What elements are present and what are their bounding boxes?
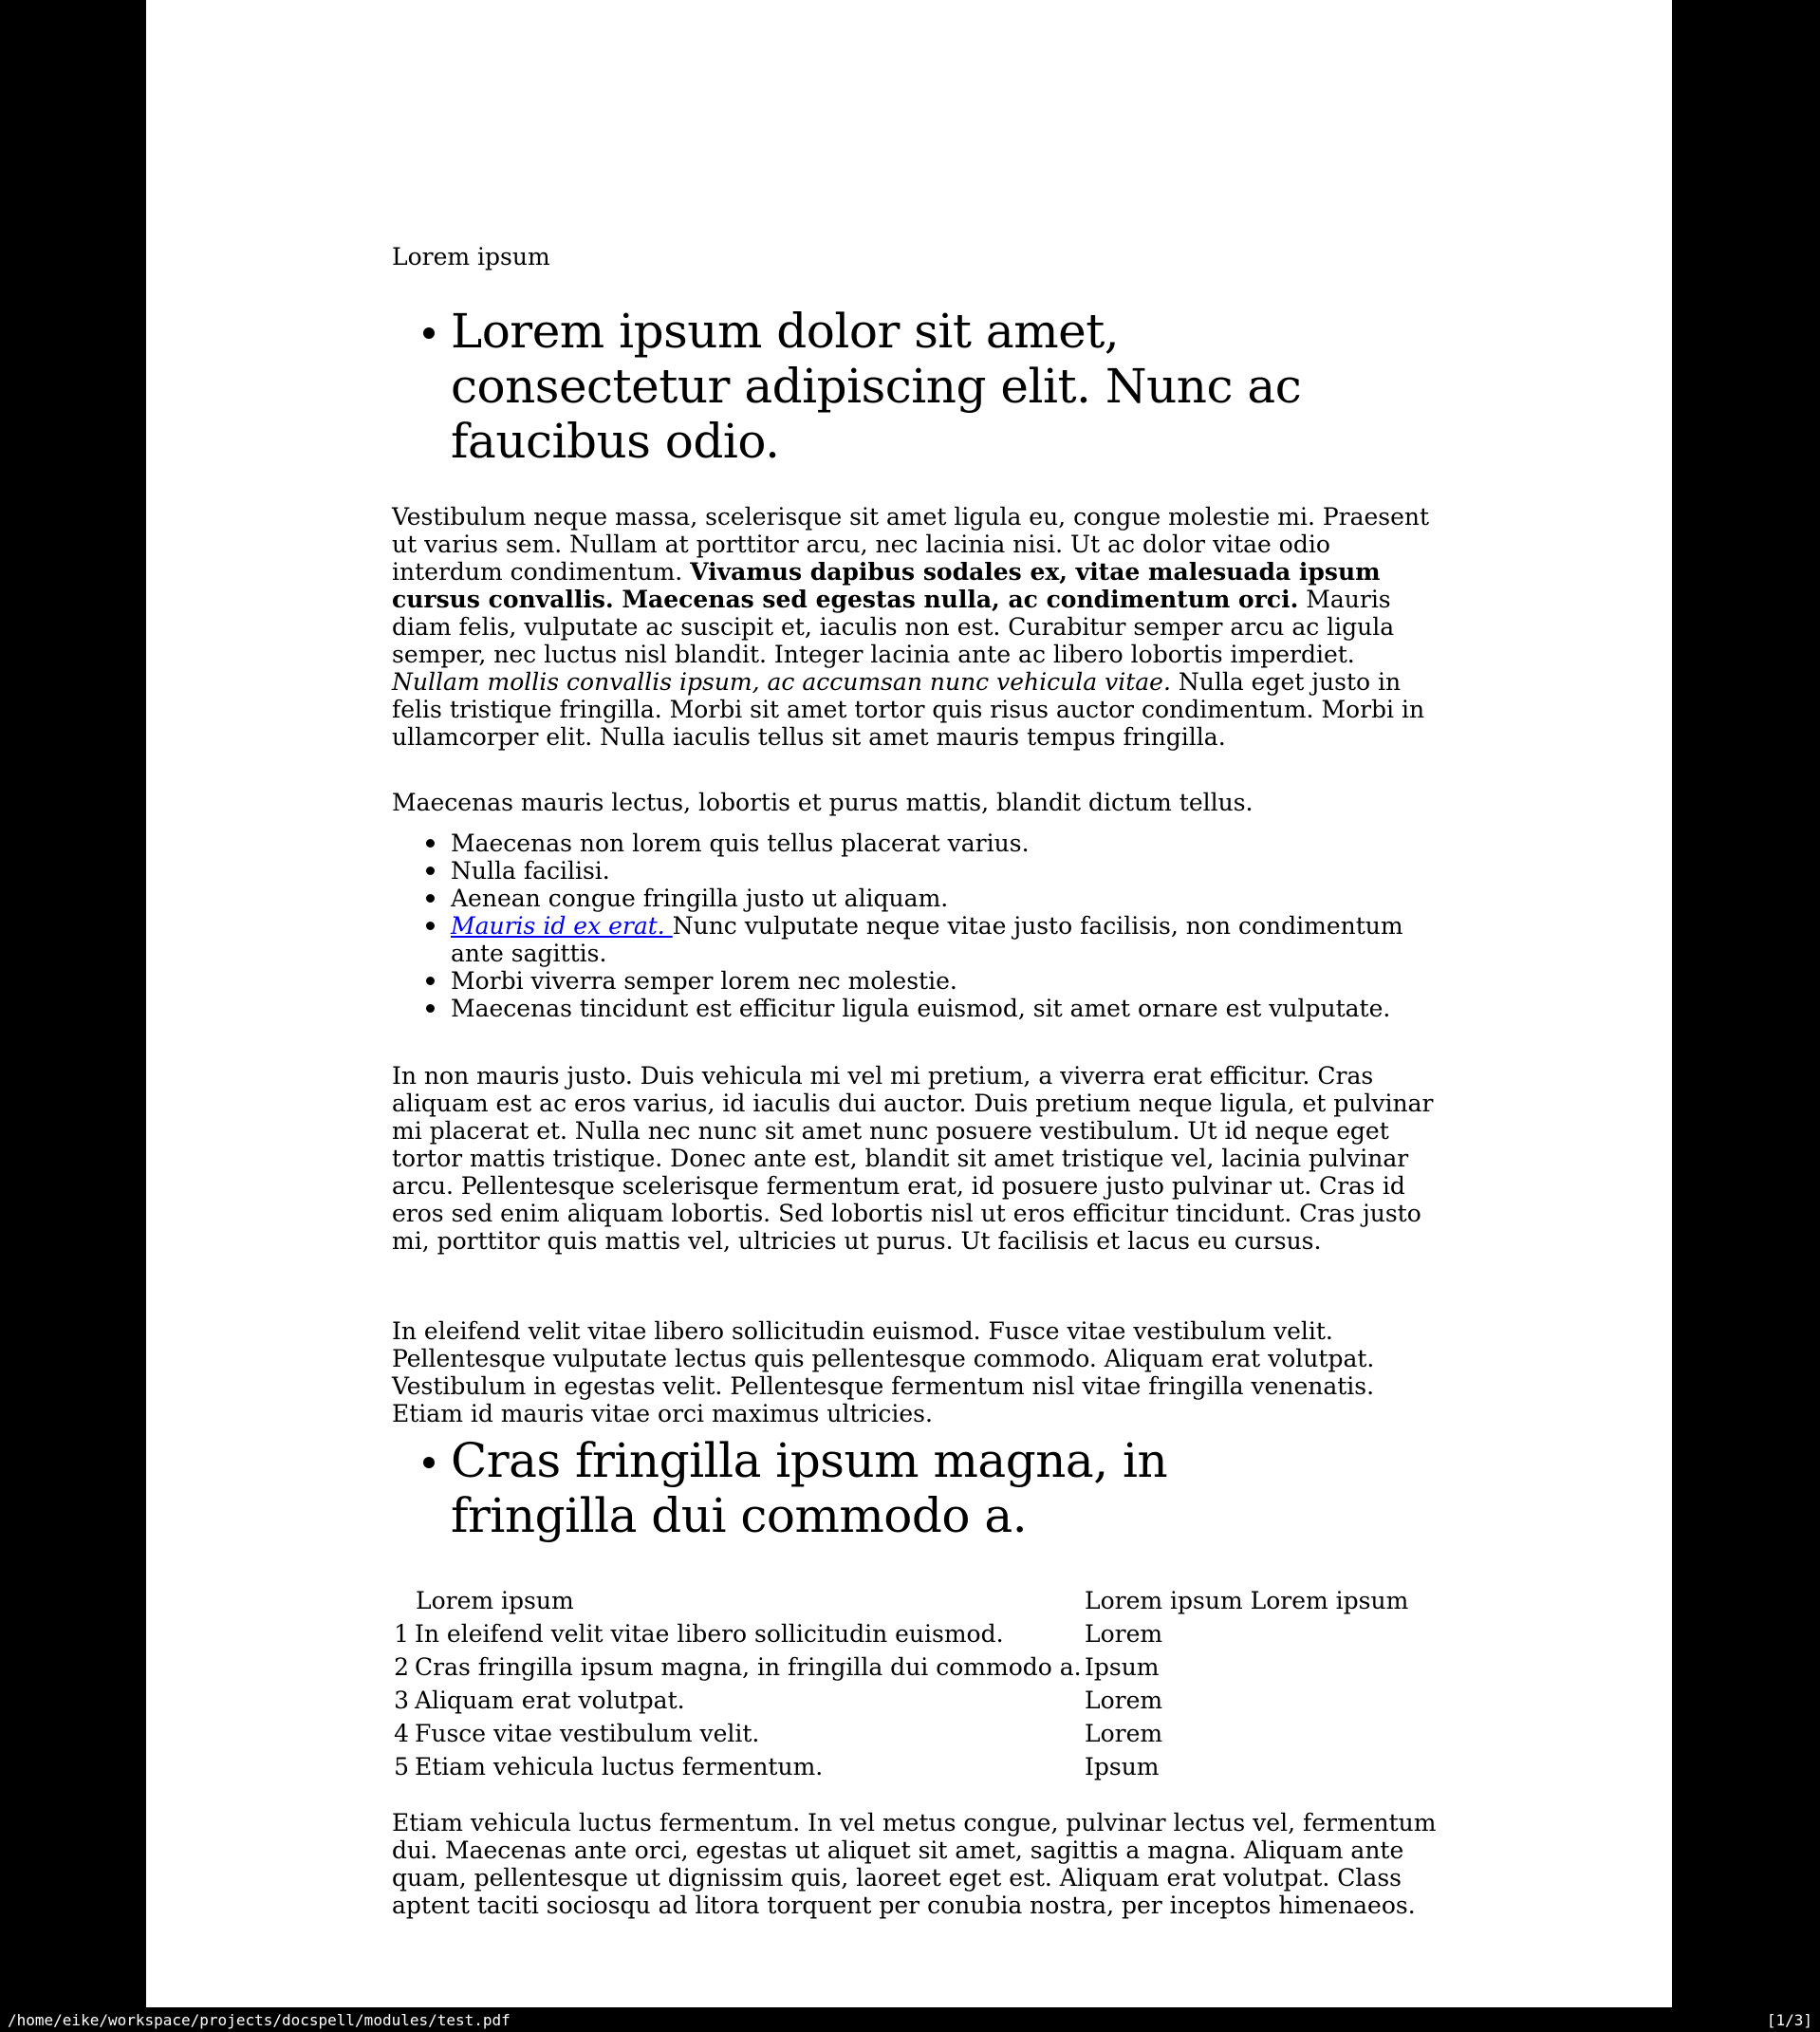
text-segment: mi, porttitor quis mattis vel, ultricies ut purus. Ut facilisis et lacus eu cursus. bbox=[392, 1227, 1322, 1255]
text-segment: faucibus odio. bbox=[451, 414, 780, 469]
text-line bbox=[451, 857, 1403, 885]
text-line bbox=[392, 1227, 1433, 1255]
table-row-number: 5 bbox=[394, 1753, 409, 1780]
text-line bbox=[392, 1062, 1433, 1090]
bullet-icon bbox=[426, 894, 435, 903]
list-item bbox=[451, 885, 1403, 912]
text-line bbox=[392, 1836, 1436, 1864]
text-segment: Nulla facilisi. bbox=[451, 857, 610, 885]
bullet-list bbox=[451, 830, 1403, 1022]
list-item bbox=[451, 912, 1403, 967]
text-line bbox=[392, 1400, 1374, 1427]
paragraph-4 bbox=[392, 1317, 1374, 1427]
text-segment: dui. Maecenas ante orci, egestas ut aliquet sit amet, sagittis a magna. Aliquam ante bbox=[392, 1836, 1404, 1864]
text-segment: aliquam est ac eros varius, id iaculis dui auctor. Duis pretium neque ligula, et pulvinar bbox=[392, 1090, 1434, 1117]
list-item bbox=[451, 857, 1403, 885]
text-segment: eros sed enim aliquam lobortis. Sed lobortis nisl ut eros efficitur tincidunt. Cras justo bbox=[392, 1200, 1421, 1227]
text-segment: felis tristique fringilla. Morbi sit amet tortor quis risus auctor condimentum. Morbi in bbox=[392, 696, 1425, 723]
table-cell-value: Ipsum bbox=[1085, 1753, 1160, 1780]
text-segment: semper, nec luctus nisl blandit. Integer lacinia ante ac libero lobortis imperdiet. bbox=[392, 641, 1355, 668]
list-item bbox=[451, 967, 1403, 995]
text-segment: Mauris bbox=[1298, 586, 1391, 613]
text-segment: aptent taciti sociosqu ad litora torquent per conubia nostra, per inceptos himenaeos. bbox=[392, 1892, 1416, 1919]
text-line bbox=[451, 885, 1403, 912]
text-segment: interdum condimentum. bbox=[392, 558, 691, 586]
text-segment: Morbi viverra semper lorem nec molestie. bbox=[451, 967, 957, 995]
text-segment: Pellentesque vulputate lectus quis pellentesque commodo. Aliquam erat volutpat. bbox=[392, 1345, 1375, 1372]
paragraph-1 bbox=[392, 503, 1429, 751]
bullet-icon bbox=[426, 867, 435, 875]
bullet-icon bbox=[426, 1004, 435, 1013]
text-line bbox=[392, 586, 1429, 613]
text-line bbox=[392, 1809, 1436, 1836]
table-row-number: 1 bbox=[394, 1620, 409, 1648]
paragraph-5 bbox=[392, 1809, 1436, 1919]
table-cell-text: Fusce vitae vestibulum velit. bbox=[415, 1720, 760, 1747]
paragraph-3 bbox=[392, 1062, 1433, 1255]
text-line bbox=[392, 668, 1429, 696]
text-line bbox=[451, 414, 1301, 469]
text-segment: consectetur adipiscing elit. Nunc ac bbox=[451, 359, 1302, 414]
text-segment: mi placerat et. Nulla nec nunc sit amet nunc posuere vestibulum. Ut id neque eget bbox=[392, 1117, 1389, 1145]
text-line bbox=[392, 503, 1429, 531]
table-cell-value: Lorem bbox=[1085, 1720, 1163, 1747]
text-segment: arcu. Pellentesque scelerisque fermentum erat, id posuere justo pulvinar ut. Cras id bbox=[392, 1172, 1405, 1200]
text-segment: tortor mattis tristique. Donec ante est, blandit sit amet tristique vel, lacinia pulvinar bbox=[392, 1145, 1409, 1172]
text-line bbox=[451, 359, 1301, 414]
page-header-label: Lorem ipsum bbox=[392, 243, 550, 270]
table-row-number: 2 bbox=[394, 1653, 409, 1681]
text-segment: Lorem ipsum dolor sit amet, bbox=[451, 304, 1120, 359]
text-line bbox=[392, 558, 1429, 586]
text-segment: In non mauris justo. Duis vehicula mi vel mi pretium, a viverra erat efficitur. Cras bbox=[392, 1062, 1374, 1090]
statusbar bbox=[0, 2007, 1820, 2032]
text-line bbox=[392, 1864, 1436, 1892]
table-cell-value: Ipsum bbox=[1085, 1653, 1160, 1681]
text-segment: Nullam mollis convallis ipsum, ac accumsan nunc vehicula vitae. bbox=[392, 668, 1171, 696]
text-line bbox=[392, 1372, 1374, 1400]
text-line bbox=[451, 1488, 1167, 1543]
paragraph-2 bbox=[392, 789, 1254, 816]
text-line bbox=[392, 641, 1429, 668]
text-line bbox=[392, 1145, 1433, 1172]
text-segment: ante sagittis. bbox=[451, 940, 607, 967]
table-cell-value: Lorem bbox=[1085, 1687, 1163, 1714]
text-line bbox=[451, 1433, 1167, 1488]
text-line bbox=[392, 696, 1429, 723]
text-segment: Maecenas mauris lectus, lobortis et purus mattis, blandit dictum tellus. bbox=[392, 789, 1254, 816]
table-row-number: 4 bbox=[394, 1720, 409, 1747]
text-line bbox=[392, 1090, 1433, 1117]
text-line bbox=[392, 531, 1429, 558]
table-cell-text: Aliquam erat volutpat. bbox=[415, 1687, 685, 1714]
text-line bbox=[451, 940, 1403, 967]
heading-1 bbox=[451, 304, 1301, 469]
heading-1-lines bbox=[451, 304, 1301, 469]
heading-2 bbox=[451, 1433, 1167, 1543]
table-cell-text: Cras fringilla ipsum magna, in fringilla dui commodo a. bbox=[415, 1653, 1082, 1681]
text-segment: Nunc vulputate neque vitae justo facilisis, non condimentum bbox=[672, 912, 1403, 940]
text-line bbox=[392, 1345, 1374, 1372]
text-line bbox=[451, 304, 1301, 359]
bullet-icon bbox=[423, 327, 435, 339]
text-line bbox=[451, 995, 1403, 1022]
text-segment: Maecenas non lorem quis tellus placerat varius. bbox=[451, 830, 1030, 857]
bullet-icon bbox=[426, 922, 435, 930]
bullet-icon bbox=[426, 977, 435, 985]
list-item bbox=[451, 830, 1403, 857]
text-segment: Etiam id mauris vitae orci maximus ultricies. bbox=[392, 1400, 933, 1427]
text-segment: Vivamus dapibus sodales ex, vitae malesuada ipsum bbox=[690, 558, 1381, 586]
text-segment: Nulla eget justo in bbox=[1170, 668, 1402, 696]
text-line bbox=[392, 789, 1254, 816]
link-mauris-id-ex-erat[interactable]: Mauris id ex erat. bbox=[451, 912, 673, 940]
statusbar-filepath: /home/eike/workspace/projects/docspell/modules/test.pdf bbox=[8, 2011, 511, 2029]
text-segment: quam, pellentesque ut dignissim quis, laoreet eget est. Aliquam erat volutpat. Class bbox=[392, 1864, 1402, 1892]
text-line bbox=[451, 912, 1403, 940]
text-segment: ut varius sem. Nullam at porttitor arcu, nec lacinia nisi. Ut ac dolor vitae odio bbox=[392, 531, 1330, 558]
bullet-icon bbox=[426, 839, 435, 848]
text-line bbox=[451, 830, 1403, 857]
text-segment: diam felis, vulputate ac suscipit et, iaculis non est. Curabitur semper arcu ac ligula bbox=[392, 613, 1395, 641]
text-segment: Cras fringilla ipsum magna, in bbox=[451, 1433, 1168, 1488]
table-cell-value: Lorem bbox=[1085, 1620, 1163, 1648]
bullet-icon bbox=[423, 1457, 435, 1468]
text-line bbox=[392, 613, 1429, 641]
text-segment: ullamcorper elit. Nulla iaculis tellus sit amet mauris tempus fringilla. bbox=[392, 723, 1226, 751]
table-cell-text: In eleifend velit vitae libero sollicitudin euismod. bbox=[415, 1620, 1004, 1648]
text-segment: fringilla dui commodo a. bbox=[451, 1488, 1028, 1543]
text-line bbox=[392, 1172, 1433, 1200]
list-item bbox=[451, 995, 1403, 1022]
text-line bbox=[392, 723, 1429, 751]
pdf-page[interactable] bbox=[146, 0, 1672, 2007]
text-line bbox=[392, 1892, 1436, 1919]
text-segment: In eleifend velit vitae libero sollicitudin euismod. Fusce vitae vestibulum velit. bbox=[392, 1317, 1333, 1345]
text-line bbox=[451, 967, 1403, 995]
table-row-number: 3 bbox=[394, 1687, 409, 1714]
text-line bbox=[392, 1317, 1374, 1345]
text-segment: Etiam vehicula luctus fermentum. In vel metus congue, pulvinar lectus vel, fermentum bbox=[392, 1809, 1437, 1836]
statusbar-page-indicator: [1/3] bbox=[1766, 2011, 1812, 2029]
heading-2-lines bbox=[451, 1433, 1167, 1543]
text-segment: Vestibulum neque massa, scelerisque sit amet ligula eu, congue molestie mi. Praesent bbox=[392, 503, 1430, 531]
text-line bbox=[392, 1200, 1433, 1227]
text-segment: cursus convallis. Maecenas sed egestas nulla, ac condimentum orci. bbox=[392, 586, 1299, 613]
text-segment: Aenean congue fringilla justo ut aliquam. bbox=[451, 885, 949, 912]
table-header-col2: Lorem ipsum Lorem ipsum bbox=[1085, 1587, 1409, 1614]
text-segment: Maecenas tincidunt est efficitur ligula euismod, sit amet ornare est vulputate. bbox=[451, 995, 1391, 1022]
table-cell-text: Etiam vehicula luctus fermentum. bbox=[415, 1753, 824, 1780]
text-line bbox=[392, 1117, 1433, 1145]
text-segment: Vestibulum in egestas velit. Pellentesque fermentum nisl vitae fringilla venenatis. bbox=[392, 1372, 1375, 1400]
table-header-col1: Lorem ipsum bbox=[416, 1587, 574, 1614]
